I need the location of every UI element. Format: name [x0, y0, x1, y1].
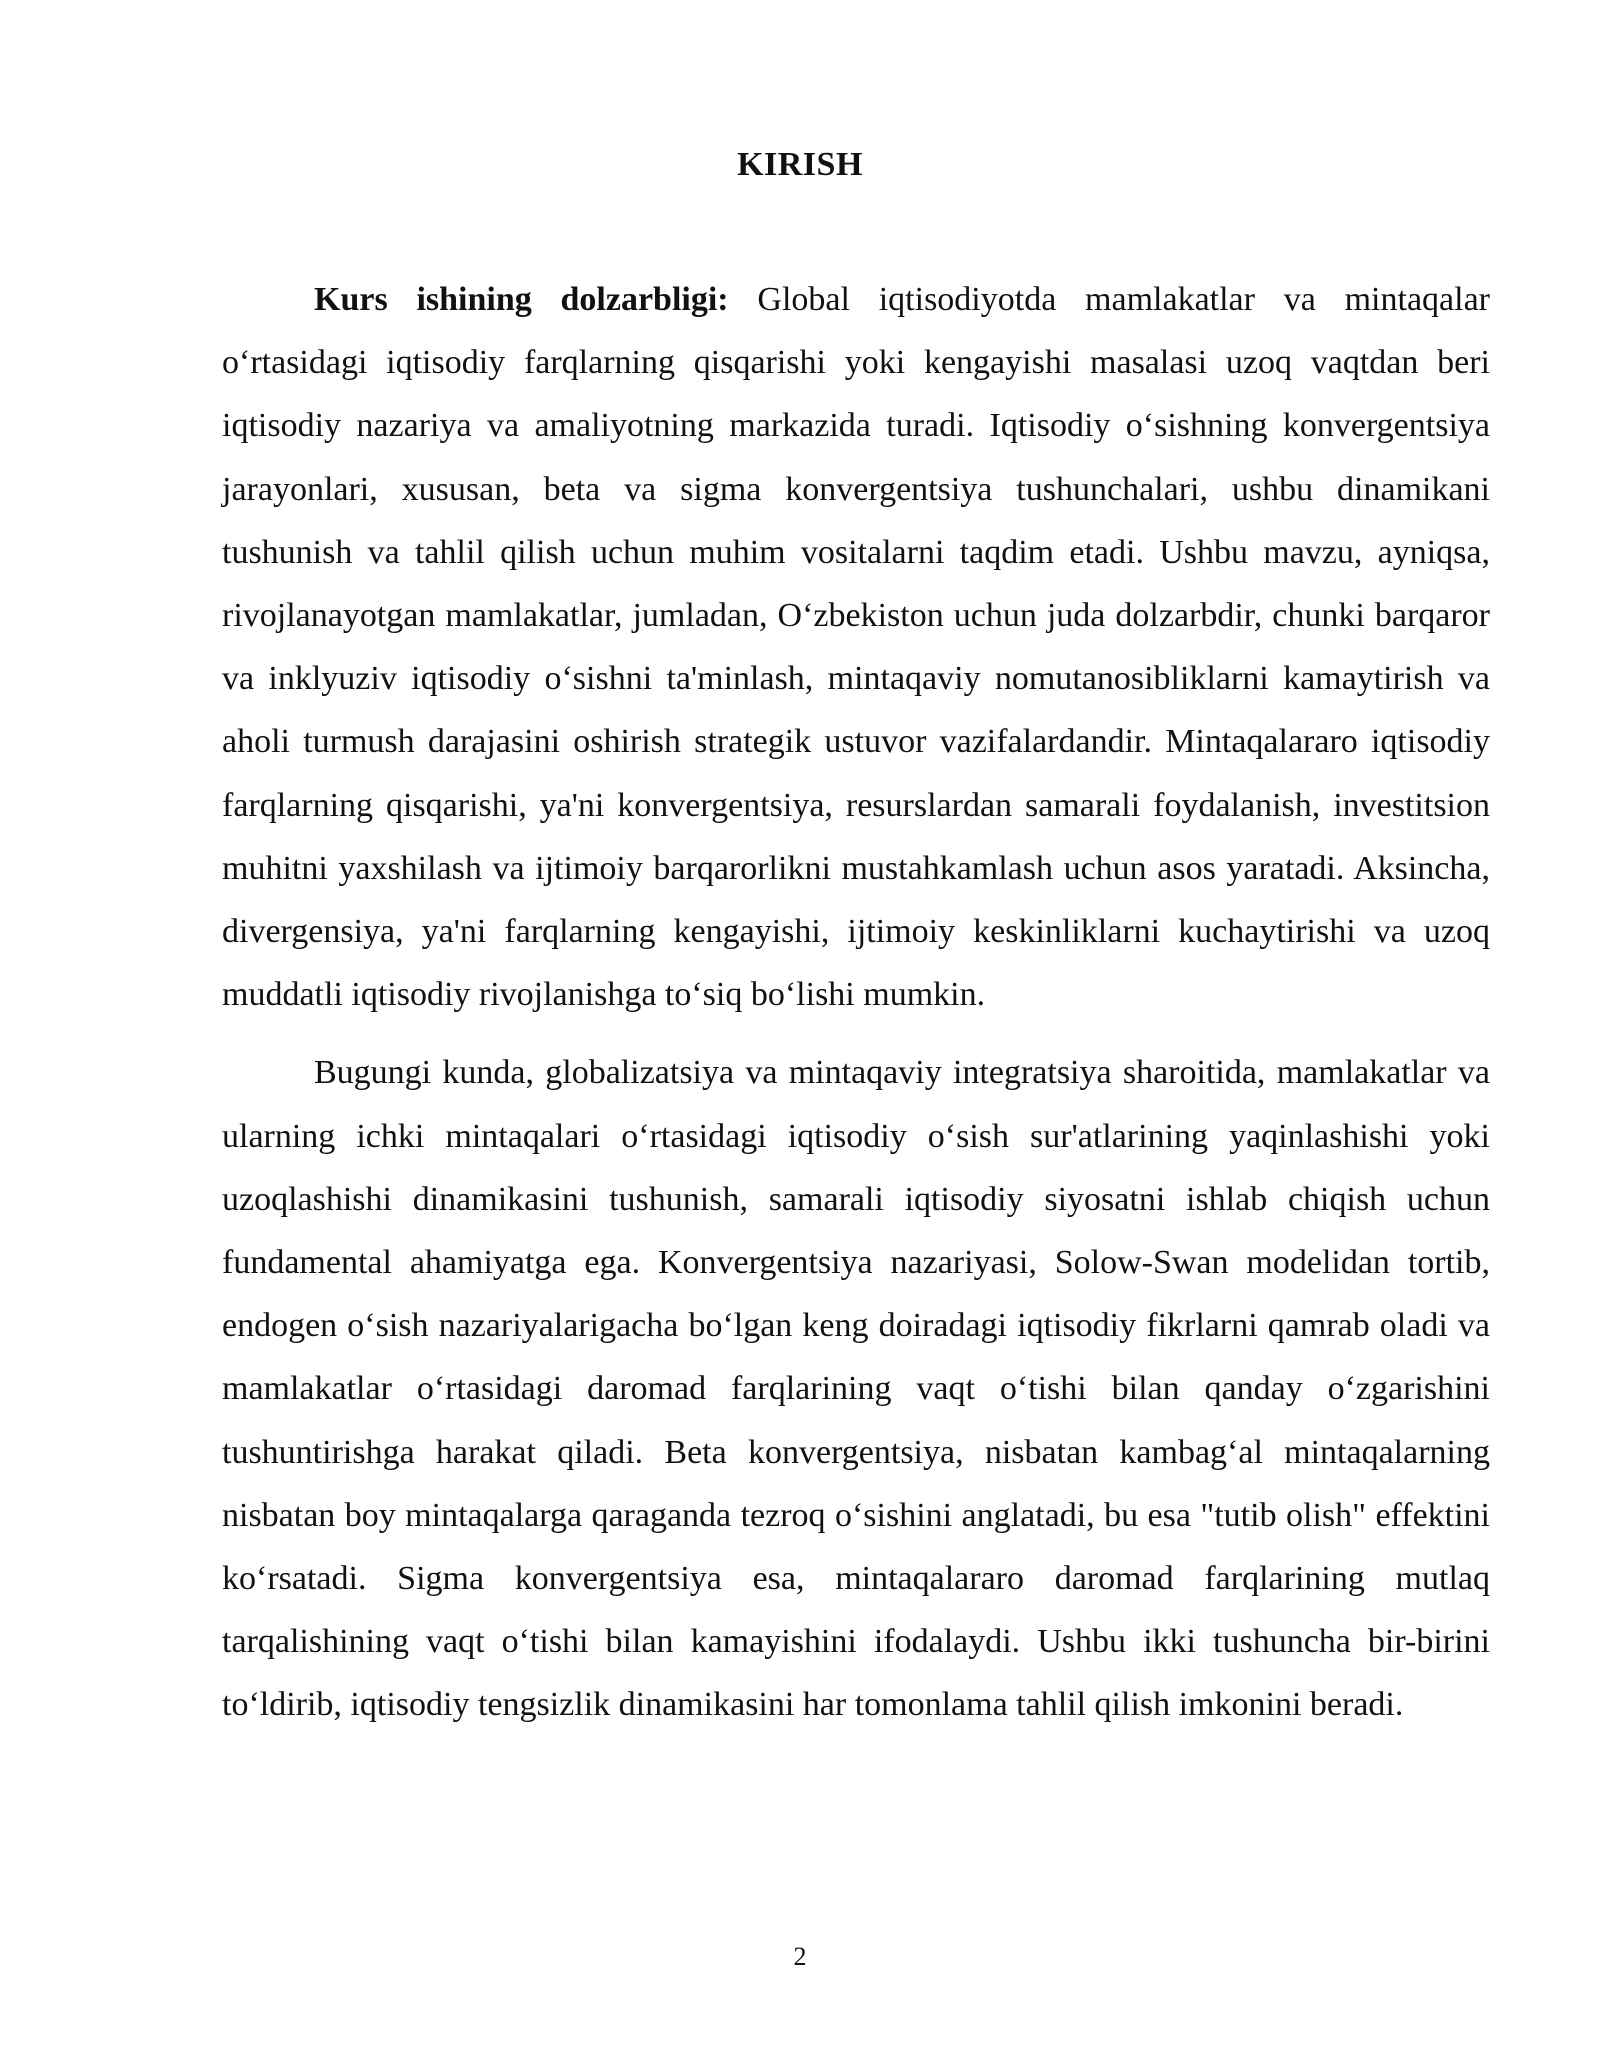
paragraph-text: Global iqtisodiyotda mamlakatlar va mintaqalar oʻrtasidagi iqtisodiy farqlarning qisqarishi yoki kengayishi masalasi uzoq vaqtdan beri iqtisodiy nazariya va amaliyotning markazida turadi. Iqtisodiy oʻsishning konvergentsiya jarayonlari, xususan, beta va sigma konvergentsiya tushunchalari, ushbu dinamikani tushunish va tahlil qilish uchun muhim vositalarni taqdim etadi. Ushbu mavzu, ayniqsa, rivojlanayotgan mamlakatlar, jumladan, Oʻzbekiston uchun juda dolzarbdir, chunki barqaror va inklyuziv iqtisodiy oʻsishni ta'minlash, mintaqaviy nomutanosibliklarni kamaytirish va aholi turmush darajasini oshirish strategik ustuvor vazifalardandir. Mintaqalararo iqtisodiy farqlarning qisqarishi, ya'ni konvergentsiya, resurslardan samarali foydalanish, investitsion muhitni yaxshilash va ijtimoiy barqarorlikni mustahkamlash uchun asos yaratadi. Aksincha, divergensiya, ya'ni farqlarning kengayishi, ijtimoiy keskinliklarni kuchaytirishi va uzoq muddatli iqtisodiy rivojlanishga toʻsiq boʻlishi mumkin.	[222, 281, 1490, 1014]
paragraph-relevance	[222, 268, 1490, 1026]
paragraph-convergence-theory	[222, 1041, 1490, 1736]
page-number: 2	[793, 1942, 807, 1971]
paragraph-text: Bugungi kunda, globalizatsiya va mintaqaviy integratsiya sharoitida, mamlakatlar va ularning ichki mintaqalari oʻrtasidagi iqtisodiy oʻsish sur'atlarining yaqinlashishi yoki uzoqlashishi dinamikasini tushunish, samarali iqtisodiy siyosatni ishlab chiqish uchun fundamental ahamiyatga ega. Konvergentsiya nazariyasi, Solow-Swan modelidan tortib, endogen oʻsish nazariyalarigacha boʻlgan keng doiradagi iqtisodiy fikrlarni qamrab oladi va mamlakatlar oʻrtasidagi daromad farqlarining vaqt oʻtishi bilan qanday oʻzgarishini tushuntirishga harakat qiladi. Beta konvergentsiya, nisbatan kambagʻal mintaqalarning nisbatan boy mintaqalarga qaraganda tezroq oʻsishini anglatadi, bu esa "tutib olish" effektini koʻrsatadi. Sigma konvergentsiya esa, mintaqalararo daromad farqlarining mutlaq tarqalishining vaqt oʻtishi bilan kamayishini ifodalaydi. Ushbu ikki tushuncha bir-birini toʻldirib, iqtisodiy tengsizlik dinamikasini har tomonlama tahlil qilish imkonini beradi.	[222, 1054, 1490, 1724]
body-text	[222, 268, 1490, 1737]
page-heading: KIRISH	[737, 146, 863, 183]
paragraph-lead: Kurs ishining dolzarbligi:	[314, 281, 729, 318]
